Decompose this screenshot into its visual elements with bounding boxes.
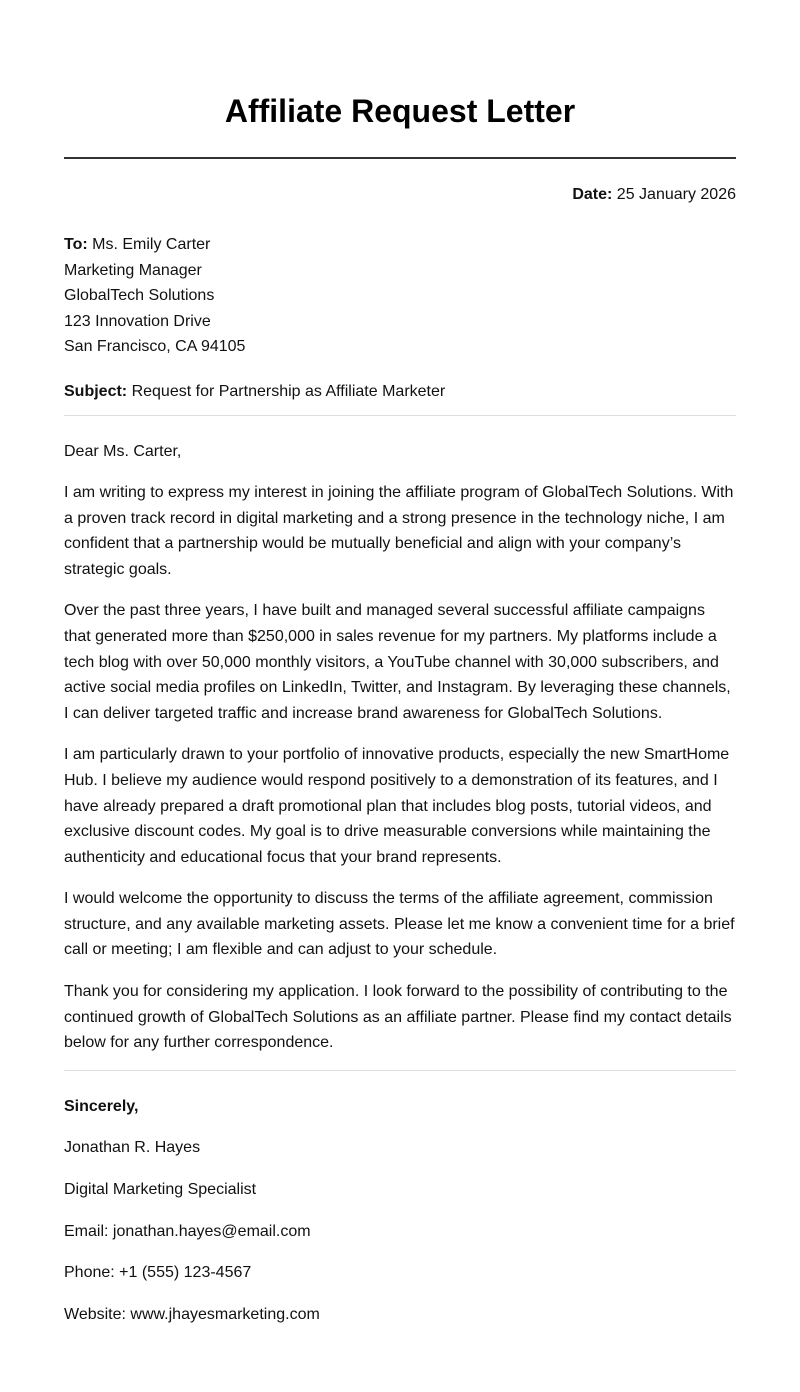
recipient-company: GlobalTech Solutions: [64, 287, 215, 305]
body-paragraph: I am particularly drawn to your portfolio of innovative products, especially the new SmartHome Hub. I believe my audience would respond positively to a demonstration of its features, and I have already prepared a draft promotional plan that includes blog posts, tutorial videos, and exclusive discount codes. My goal is to drive measurable conversions while maintaining the authenticity and educational focus that your brand represents.: [64, 746, 730, 866]
recipient-position: Marketing Manager: [64, 261, 202, 279]
subject-value: Request for Partnership as Affiliate Marketer: [131, 382, 446, 400]
body-paragraph: I would welcome the opportunity to discuss the terms of the affiliate agreement, commission structure, and any available marketing assets. Please let me know a convenient time for a brief call or meeting; I am flexible and can adjust to your schedule.: [64, 890, 735, 959]
to-label: To:: [64, 236, 88, 253]
date-value: 25 January 2026: [616, 186, 736, 203]
letter-body: [64, 440, 736, 1071]
recipient-name: Ms. Emily Carter: [92, 236, 211, 253]
letter-page: [64, 0, 736, 1327]
date-label: Date:: [572, 186, 613, 203]
signature-website: Website: www.jhayesmarketing.com: [64, 1305, 320, 1323]
signature-email: Email: jonathan.hayes@email.com: [64, 1222, 311, 1240]
recipient-city: San Francisco, CA 94105: [64, 338, 246, 356]
recipient-street: 123 Innovation Drive: [64, 312, 211, 330]
recipient-to-line: [64, 232, 736, 258]
body-paragraph: I am writing to express my interest in joining the affiliate program of GlobalTech Solutions. With a proven track record in digital marketing and a strong presence in the technology niche, I am confident that a partnership would be mutually beneficial and align with your company’s strategic goals.: [64, 483, 734, 578]
signature-phone: Phone: +1 (555) 123-4567: [64, 1264, 252, 1282]
salutation: Dear Ms. Carter,: [64, 442, 182, 460]
title-divider: [64, 157, 736, 159]
body-paragraph: Thank you for considering my application. I look forward to the possibility of contributing to the continued growth of GlobalTech Solutions as an affiliate partner. Please find my contact details below for any further correspondence.: [64, 983, 732, 1052]
date-line: [64, 183, 736, 207]
subject-line: [64, 380, 736, 416]
closing: Sincerely,: [64, 1097, 139, 1115]
body-paragraph: Over the past three years, I have built and managed several successful affiliate campaigns that generated more than $250,000 in sales revenue for my partners. My platforms include a tech blog with over 50,000 monthly visitors, a YouTube channel with 30,000 subscribers, and active social media profiles on LinkedIn, Twitter, and Instagram. By leveraging these channels, I can deliver targeted traffic and increase brand awareness for GlobalTech Solutions.: [64, 602, 731, 722]
letter-title: Affiliate Request Letter: [224, 93, 576, 129]
recipient-block: [64, 232, 736, 360]
subject-label: Subject:: [64, 382, 128, 400]
signature-title: Digital Marketing Specialist: [64, 1181, 257, 1199]
signature-name: Jonathan R. Hayes: [64, 1139, 201, 1157]
